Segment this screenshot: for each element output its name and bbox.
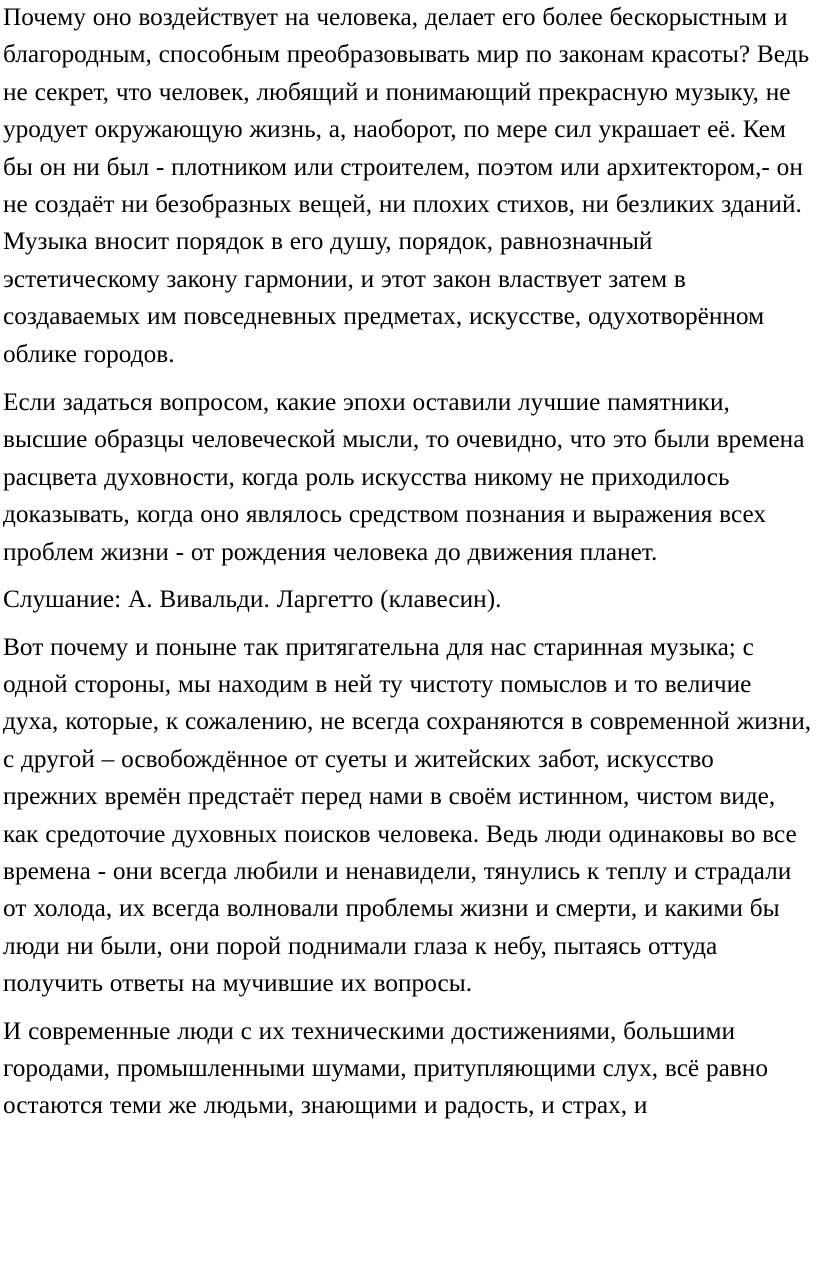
paragraph-epochs: Если задаться вопросом, какие эпохи оставили лучшие памятники, высшие образцы человеческой мысли, то очевидно, что это были времена расцвета духовности, когда роль искусства никому не приходилось доказывать, когда оно являлось средством познания и выражения всех проблем жизни - от рождения человека до движения планет. bbox=[3, 388, 805, 566]
paragraph-old-music: Вот почему и поныне так притягательна для нас старинная музыка; с одной стороны, мы находим в ней ту чистоту помыслов и то величие духа, которые, к сожалению, не всегда сохраняются в современной жизни, с другой – освобождённое от суеты и житейских забот, искусство прежних времён предстаёт перед нами в своём истинном, чистом виде, как средоточие духовных поисков человека. Ведь люди одинаковы во все времена - они всегда любили и ненавидели, тянулись к теплу и страдали от холода, их всегда волновали проблемы жизни и смерти, и какими бы люди ни были, они порой поднимали глаза к небу, пытаясь оттуда получить ответы на мучившие их вопросы. bbox=[3, 632, 812, 998]
paragraph-modern-people: И современные люди с их техническими достижениями, большими городами, промышленными шумами, притупляющими слух, всё равно остаются теми же людьми, знающими и радость, и страх, и bbox=[3, 1016, 768, 1120]
paragraph-listening: Слушание: А. Вивальди. Ларгетто (клавесин). bbox=[3, 585, 502, 614]
paragraph-music-influence: Почему оно воздействует на человека, делает его более бескорыстным и благородным, способным преобразовывать мир по законам красоты? Ведь не секрет, что человек, любящий и понимающий прекрасную музыку, не уродует окружающую жизнь, а, наоборот, по мере сил украшает её. Кем бы он ни был - плотником или строителем, поэтом или архитектором,- он не создаёт ни безобразных вещей, ни плохих стихов, ни безликих зданий. Музыка вносит порядок в его душу, порядок, равнозначный эстетическому закону гармонии, и этот закон властвует затем в создаваемых им повседневных предметах, искусстве, одухотворённом облике городов. bbox=[3, 3, 810, 368]
